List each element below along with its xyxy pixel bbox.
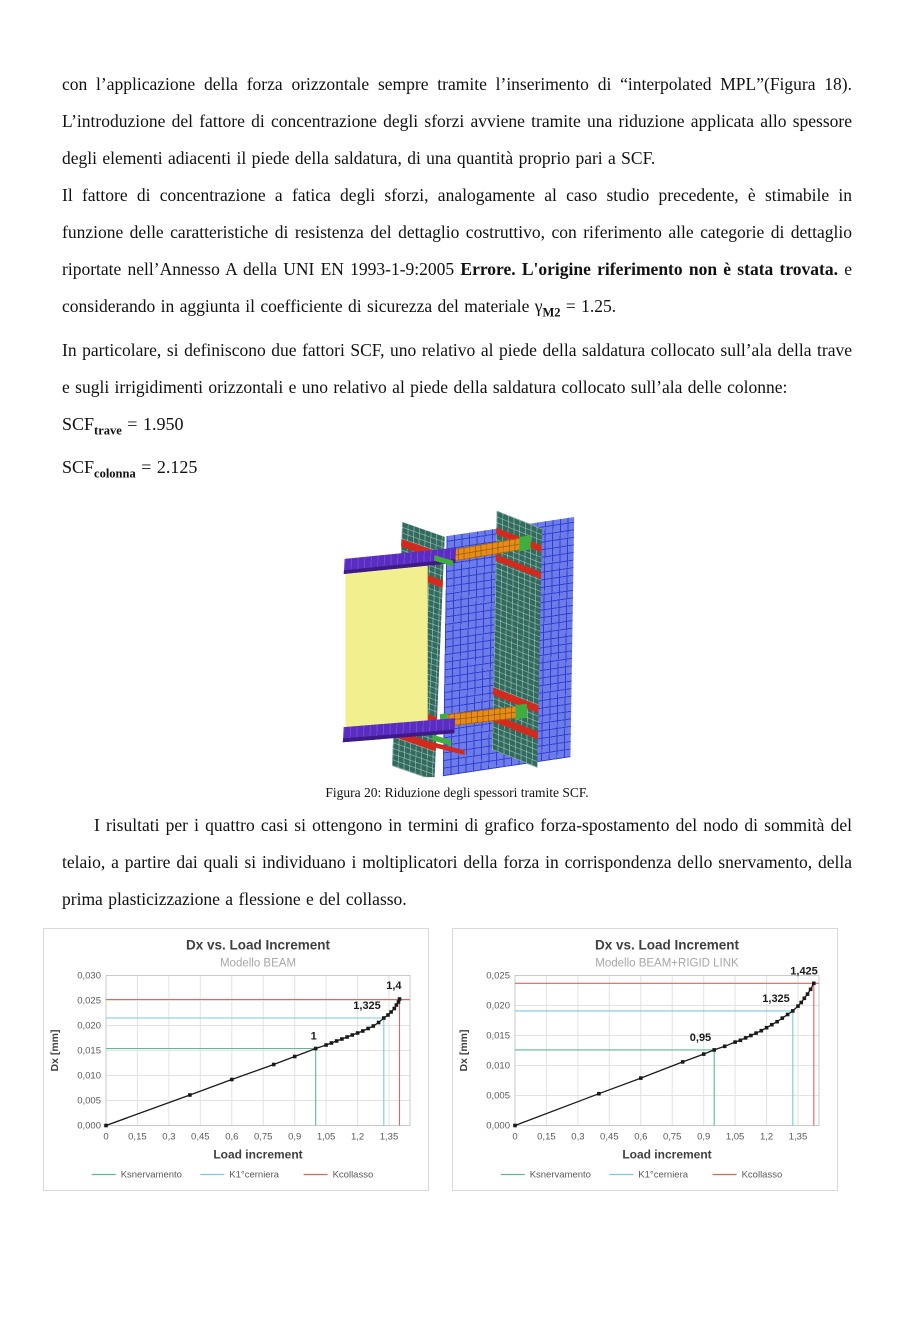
svg-text:1,2: 1,2 [759, 1131, 774, 1143]
svg-text:0,000: 0,000 [486, 1120, 510, 1132]
svg-text:1,4: 1,4 [386, 979, 402, 992]
svg-text:0,030: 0,030 [77, 970, 101, 982]
formula-base: SCF [62, 457, 95, 478]
gamma-m2-formula [534, 296, 617, 320]
svg-text:Ksnervamento: Ksnervamento [529, 1169, 591, 1181]
svg-text:Modello BEAM+RIGID LINK: Modello BEAM+RIGID LINK [595, 957, 739, 970]
paragraph-2-text-b: e considerando in aggiunta il coefficiente di sicurezza del materiale [62, 259, 852, 316]
svg-text:1: 1 [310, 1030, 317, 1043]
formula-subscript: colonna [94, 466, 136, 481]
charts-row [43, 928, 900, 1191]
svg-text:0,6: 0,6 [225, 1131, 239, 1143]
svg-text:0,015: 0,015 [77, 1045, 101, 1057]
svg-text:1,05: 1,05 [316, 1131, 336, 1143]
svg-text:0,015: 0,015 [486, 1030, 510, 1042]
svg-text:0,005: 0,005 [77, 1095, 101, 1107]
stiffener-green-end [520, 535, 531, 551]
figure-20 [296, 505, 618, 777]
paragraph-1: con l’applicazione della forza orizzontale sempre tramite l’inserimento di “interpolated MPL”(Figura 18). L’introduzione del fattore di concentrazione degli sforzi avviene tramite una riduzione applicata allo spessore degli elementi adiacenti il piede della saldatura, di una quantità proprio pari a SCF. [62, 74, 852, 168]
svg-text:0,45: 0,45 [600, 1131, 619, 1143]
svg-text:K1°cerniera: K1°cerniera [638, 1169, 689, 1181]
svg-text:1,05: 1,05 [725, 1131, 745, 1143]
beam-web-panel [345, 564, 427, 739]
svg-text:Kcollasso: Kcollasso [741, 1169, 783, 1181]
svg-text:0,75: 0,75 [662, 1131, 682, 1143]
svg-text:0,3: 0,3 [571, 1131, 585, 1143]
figure-20-caption: Figura 20: Riduzione degli spessori tramite SCF. [325, 784, 589, 800]
formula-subscript: trave [94, 423, 122, 438]
svg-text:Modello BEAM: Modello BEAM [219, 957, 297, 970]
gamma-subscript: M2 [542, 305, 561, 320]
svg-text:0,010: 0,010 [486, 1060, 510, 1072]
paragraph-3: In particolare, si definiscono due fattori SCF, uno relativo al piede della saldatura collocato sull’ala della trave e sugli irrigidimenti orizzontali e uno relativo al piede della saldatura collocato sull’ala delle colonne: [62, 339, 852, 397]
gamma-value: = 1.25. [560, 296, 617, 316]
formula-value: = 1.950 [121, 413, 184, 434]
svg-text:0,9: 0,9 [288, 1131, 302, 1143]
svg-text:0,025: 0,025 [77, 995, 101, 1007]
svg-text:0,020: 0,020 [77, 1020, 101, 1032]
scf-reduction-strip [496, 553, 542, 578]
svg-text:0,95: 0,95 [689, 1031, 712, 1044]
svg-text:0,6: 0,6 [634, 1131, 648, 1143]
svg-text:1,325: 1,325 [353, 999, 381, 1012]
paragraph-2-text-a: Il fattore di concentrazione a fatica degli sforzi, analogamente al caso studio precedente, è stimabile in funzione delle caratteristiche di resistenza del dettaglio costruttivo, con riferimento alle categorie di dettaglio riportate nell’Annesso A della UNI EN 1993-1-9:2005 [62, 185, 852, 279]
formula-value: = 2.125 [135, 457, 198, 478]
svg-text:Load increment: Load increment [213, 1147, 303, 1162]
paragraph-4: I risultati per i quattro casi si ottengono in termini di grafico forza-spostamento del nodo di sommità del telaio, a partire dai quali si individuano i moltiplicatori della forza in corrispondenza dello snervamento, della prima plasticizzazione a flessione e del collasso. [62, 814, 852, 909]
chart-modello-beam-rigid-link [452, 928, 838, 1191]
svg-text:Kcollasso: Kcollasso [332, 1169, 374, 1181]
fem-mesh-image [305, 505, 609, 777]
svg-text:K1°cerniera: K1°cerniera [229, 1169, 280, 1181]
svg-text:Dx vs. Load Increment: Dx vs. Load Increment [594, 937, 740, 953]
svg-text:0,75: 0,75 [253, 1131, 273, 1143]
formula-scf-colonna [62, 449, 852, 493]
svg-text:0,15: 0,15 [128, 1131, 147, 1143]
svg-text:Dx [mm]: Dx [mm] [49, 1029, 61, 1072]
paragraph-2 [62, 177, 852, 332]
svg-text:0: 0 [103, 1131, 109, 1143]
svg-text:0,15: 0,15 [537, 1131, 556, 1143]
svg-text:Dx vs. Load Increment: Dx vs. Load Increment [185, 937, 331, 953]
svg-text:0,010: 0,010 [77, 1070, 101, 1082]
svg-text:0: 0 [512, 1131, 518, 1143]
formula-base: SCF [62, 413, 95, 434]
svg-text:0,9: 0,9 [697, 1131, 711, 1143]
svg-text:0,3: 0,3 [162, 1131, 176, 1143]
svg-text:0,025: 0,025 [486, 970, 510, 982]
svg-text:1,2: 1,2 [350, 1131, 365, 1143]
svg-text:Load increment: Load increment [622, 1147, 712, 1162]
svg-text:Ksnervamento: Ksnervamento [120, 1169, 182, 1181]
svg-text:Dx [mm]: Dx [mm] [458, 1029, 470, 1072]
svg-text:1,425: 1,425 [790, 964, 818, 977]
svg-text:0,000: 0,000 [77, 1120, 101, 1132]
svg-text:0,005: 0,005 [486, 1090, 510, 1102]
stiffener-green-end [516, 703, 527, 718]
formula-scf-trave [62, 406, 852, 450]
gamma-symbol: γ [534, 296, 543, 316]
chart-modello-beam [43, 928, 429, 1191]
svg-text:1,35: 1,35 [788, 1131, 808, 1143]
svg-text:0,020: 0,020 [486, 1000, 510, 1012]
svg-text:1,35: 1,35 [379, 1131, 399, 1143]
errore-riferimento-bold: Errore. L'origine riferimento non è stata trovata. [460, 259, 838, 279]
svg-text:0,45: 0,45 [191, 1131, 210, 1143]
svg-text:1,325: 1,325 [762, 992, 790, 1005]
